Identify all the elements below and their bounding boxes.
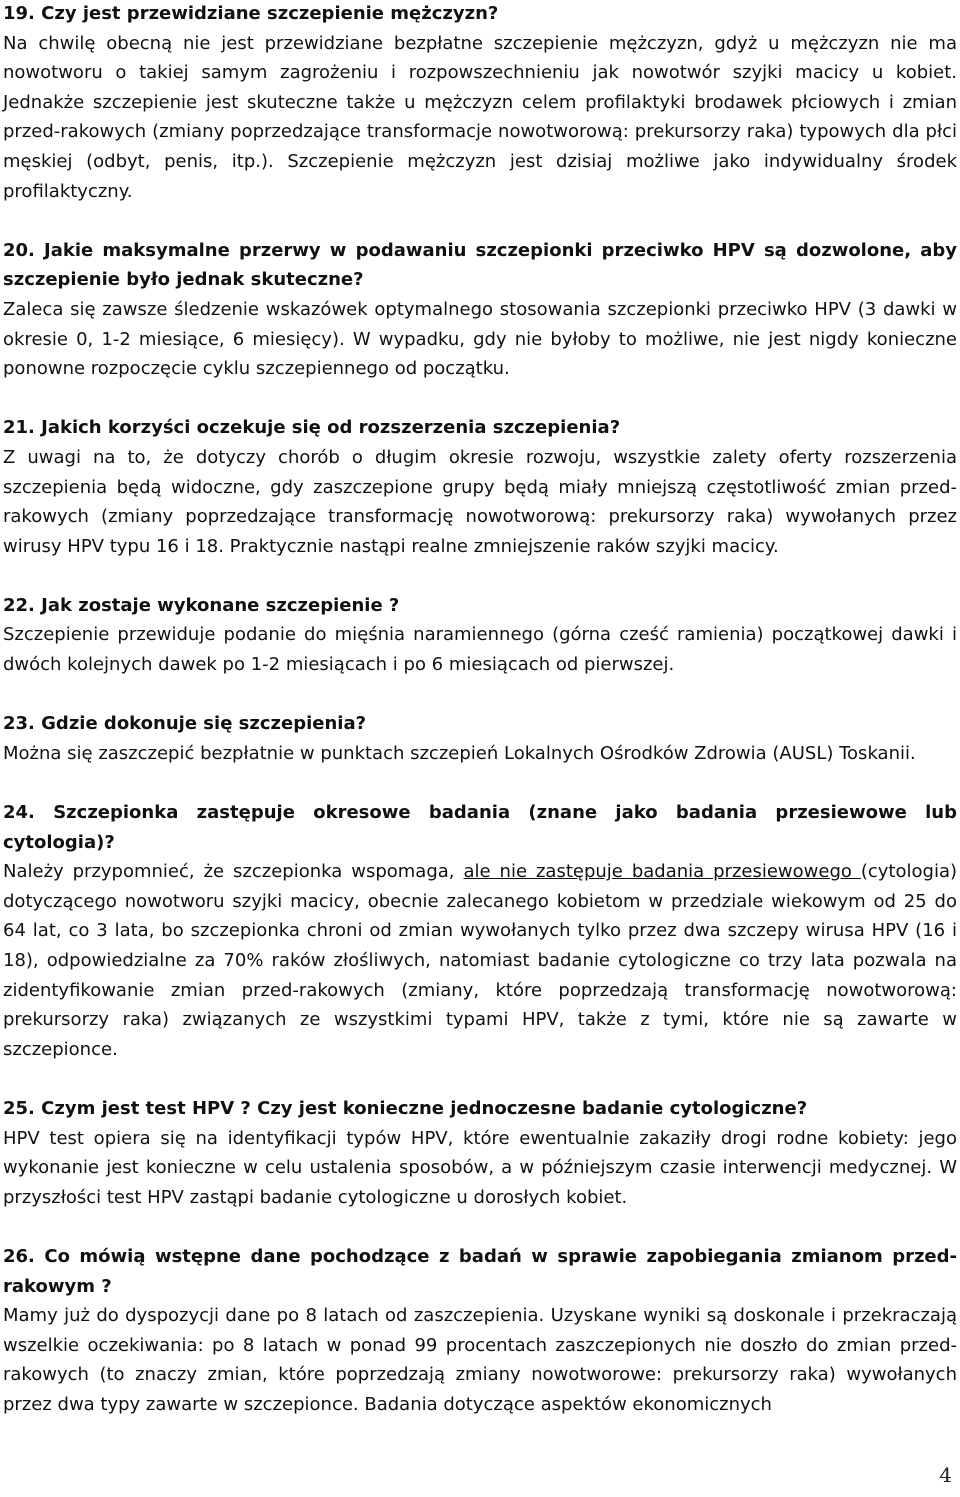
answer-paragraph: Na chwilę obecną nie jest przewidziane bezpłatne szczepienie mężczyzn, gdyż u mężczyzn nie ma nowotworu o takiej samym zagrożeniu i rozpowszechnieniu jak nowotwór szyjki macicy u kobiet. Jednakże szczepienie jest skuteczne także u mężczyzn celem profilaktyki brodawek płciowych i zmian przed-rakowych (zmiany poprzedzające transformacje nowotworową: prekursorzy raka) typowych dla płci męskiej (odbyt, penis, itp.). Szczepienie mężczyzn jest dzisiaj możliwe jako indywidualny środek profilaktyczny. bbox=[3, 32, 957, 202]
question-heading: 23. Gdzie dokonuje się szczepienia? bbox=[3, 713, 367, 735]
faq-item-23 bbox=[3, 709, 957, 768]
question-heading: 26. Co mówią wstępne dane pochodzące z badań w sprawie zapobiegania zmianom przed-rakowym ? bbox=[3, 1245, 957, 1297]
answer-text-before: Należy przypomnieć, że szczepionka wspomaga, bbox=[3, 861, 464, 883]
faq-item-19 bbox=[3, 0, 957, 206]
answer-paragraph: Można się zaszczepić bezpłatnie w punktach szczepień Lokalnych Ośrodków Zdrowia (AUSL) Toskanii. bbox=[3, 742, 916, 764]
answer-paragraph: Mamy już do dyspozycji dane po 8 latach od zaszczepienia. Uzyskane wyniki są doskonale i przekraczają wszelkie oczekiwania: po 8 latach w ponad 99 procentach zaszczepionych nie doszło do zmian przed-rakowych (to znaczy zmian, które poprzedzają zmiany nowotworowe: prekursorzy raka) wywołanych przez dwa typy zawarte w szczepionce. Badania dotyczące aspektów ekonomicznych bbox=[3, 1305, 957, 1415]
underlined-phrase: ale nie zastępuje badania przesiewowego bbox=[463, 861, 861, 883]
faq-item-26 bbox=[3, 1242, 957, 1420]
answer-paragraph: Z uwagi na to, że dotyczy chorób o długim okresie rozwoju, wszystkie zalety oferty rozszerzenia szczepienia będą widoczne, gdy zaszczepione grupy będą miały mniejszą częstotliwość zmian przed-rakowych (zmiany poprzedzające transformację nowotworową: prekursorzy raka) wywołanych przez wirusy HPV typu 16 i 18. Praktycznie nastąpi realne zmniejszenie raków szyjki macicy. bbox=[3, 446, 957, 557]
page-number: 4 bbox=[939, 1463, 952, 1487]
question-heading: 24. Szczepionka zastępuje okresowe badania (znane jako badania przesiewowe lub cytologia)? bbox=[3, 802, 957, 853]
question-heading: 25. Czym jest test HPV ? Czy jest konieczne jednoczesne badanie cytologiczne? bbox=[3, 1097, 808, 1119]
answer-paragraph bbox=[3, 857, 957, 1064]
answer-text-after: (cytologia) dotyczącego nowotworu szyjki macicy, obecnie zalecanego kobietom w przedziale wiekowym od 25 do 64 lat, co 3 lata, bo szczepionka chroni od zmian wywołanych tylko przez dwa szczepy wirusa HPV (16 i 18), odpowiedzialne za 70% raków złośliwych, natomiast badanie cytologiczne co trzy lata pozwala na zidentyfikowanie zmian przed-rakowych (zmiany, które poprzedzają transformację nowotworową: prekursorzy raka) związanych ze wszystkimi typami HPV, także z tymi, które nie są zawarte w szczepionce. bbox=[3, 861, 957, 1060]
answer-paragraph: Szczepienie przewiduje podanie do mięśnia naramiennego (górna cześć ramienia) początkowej dawki i dwóch kolejnych dawek po 1-2 miesiącach i po 6 miesiącach od pierwszej. bbox=[3, 624, 957, 676]
faq-item-20 bbox=[3, 236, 957, 384]
question-heading: 22. Jak zostaje wykonane szczepienie ? bbox=[3, 594, 400, 616]
question-heading: 20. Jakie maksymalne przerwy w podawaniu szczepionki przeciwko HPV są dozwolone, aby szczepienie było jednak skuteczne? bbox=[3, 239, 957, 291]
question-heading: 21. Jakich korzyści oczekuje się od rozszerzenia szczepienia? bbox=[3, 417, 621, 439]
faq-item-21 bbox=[3, 413, 957, 561]
faq-item-25 bbox=[3, 1094, 957, 1212]
faq-item-22 bbox=[3, 591, 957, 680]
answer-paragraph: HPV test opiera się na identyfikacji typów HPV, które ewentualnie zakaziły drogi rodne kobiety: jego wykonanie jest konieczne w celu ustalenia sposobów, a w późniejszym czasie interwencji medycznej. W przyszłości test HPV zastąpi badanie cytologiczne u dorosłych kobiet. bbox=[3, 1127, 957, 1208]
answer-paragraph: Zaleca się zawsze śledzenie wskazówek optymalnego stosowania szczepionki przeciwko HPV (3 dawki w okresie 0, 1-2 miesiące, 6 miesięcy). W wypadku, gdy nie byłoby to możliwe, nie jest nigdy konieczne ponowne rozpoczęcie cyklu szczepiennego od początku. bbox=[3, 298, 957, 380]
faq-item-24 bbox=[3, 798, 957, 1064]
question-heading: 19. Czy jest przewidziane szczepienie mężczyzn? bbox=[3, 3, 499, 24]
